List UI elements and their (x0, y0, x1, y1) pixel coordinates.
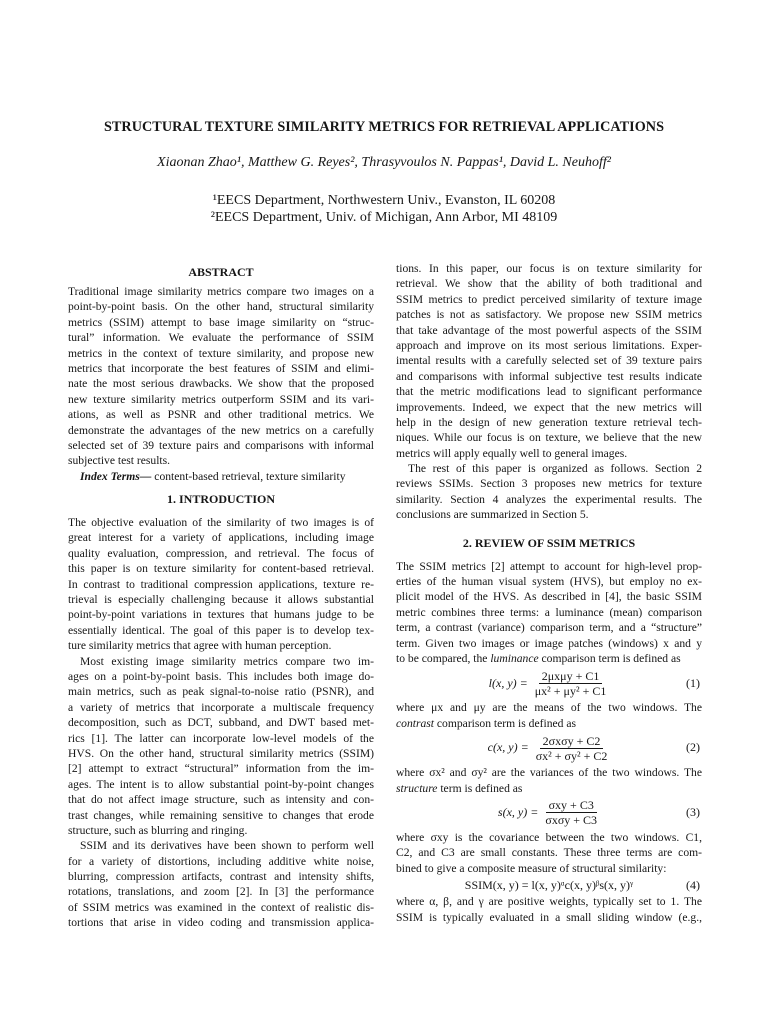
body-line (396, 716, 702, 731)
contrast-term: contrast (396, 716, 435, 730)
intro-line: The objective evaluation of the similarity of two images is of (68, 516, 374, 530)
affiliation-1: ¹EECS Department, Northwestern Univ., Evanston, IL 60208 (212, 193, 556, 208)
body-line: tions. In this paper, our focus is on texture similarity for (396, 262, 702, 275)
intro-heading: 1. INTRODUCTION (166, 492, 275, 507)
equation-number: (2) (686, 740, 700, 755)
intro-paragraph-2 (68, 654, 374, 839)
equation-fraction (542, 798, 600, 827)
body-line: bined to give a composite measure of structural similarity: (396, 861, 667, 875)
body-line: niques. While our focus is on texture, we believe that the new (396, 431, 702, 445)
text-run: to be compared, the (396, 651, 491, 665)
equation-lhs: c(x, y) = (487, 740, 529, 755)
intro-line: ages. The intent is to allow substantial point-by-point changes (68, 777, 374, 791)
intro-line: In contrast to traditional compression applications, texture re- (68, 577, 374, 591)
intro-line: trast changes, while remaining sensitive to changes that erode (68, 808, 374, 822)
intro-line: essentially identical. The goal of this paper is to develop tex- (68, 623, 374, 637)
equation-4 (396, 876, 702, 894)
body-line: term. Given two images or image patches (windows) x and y (396, 636, 702, 650)
abstract-line: nate the most serious drawbacks. We show that the proposed (68, 377, 374, 391)
body-line: plicit model of the HVS. As described in [4], the basic SSIM (396, 590, 702, 604)
equation-lhs: s(x, y) = (497, 805, 539, 820)
intro-line: SSIM and its derivatives have been shown to perform well (80, 839, 374, 853)
intro-paragraph-3 (68, 838, 374, 930)
abstract-line: subjective test results. (68, 454, 171, 468)
index-terms-label: Index Terms— (80, 469, 152, 483)
body-line: The rest of this paper is organized as follows. Section 2 (408, 462, 702, 476)
equation-number: (3) (686, 805, 700, 820)
affiliations (0, 192, 768, 226)
intro-continuation (396, 261, 702, 461)
outline-paragraph (396, 461, 702, 523)
abstract-line: Traditional image similarity metrics compare two images on a (68, 285, 374, 298)
equation-fraction (533, 734, 611, 763)
equation-lhs: l(x, y) = (488, 675, 528, 690)
body-line: patches is not as satisfactory. We propose new SSIM metrics (396, 308, 702, 322)
body-line (396, 781, 702, 796)
paper-title: STRUCTURAL TEXTURE SIMILARITY METRICS FOR RETRIEVAL APPLICATIONS (103, 119, 665, 135)
equation-denominator: σxσy + C3 (545, 813, 598, 828)
intro-line: Most existing image similarity metrics compare two im- (80, 654, 374, 668)
abstract-line: new texture similarity metrics outperform SSIM and its vari- (68, 392, 374, 406)
equation-numerator: σxy + C3 (546, 798, 597, 813)
body-line: where α, β, and γ are positive weights, typically set to 1. The (396, 895, 702, 909)
intro-line: that do not affect image structure, such as intensity and con- (68, 793, 374, 807)
body-line: The SSIM metrics [2] attempt to account for high-level prop- (396, 559, 702, 573)
abstract-line: selected set of 39 texture pairs and comparisons with informal (68, 438, 374, 452)
intro-paragraph-1 (68, 515, 374, 654)
intro-line: quality evaluation, compression, and retrieval. The focus of (68, 546, 374, 560)
intro-line: ages on a point-by-point basis. This includes both image do- (68, 669, 374, 683)
intro-line: decomposition, such as DCT, subband, and DWT based met- (68, 716, 374, 730)
intro-line: of SSIM metrics was examined in the context of realistic dis- (68, 900, 374, 914)
author-list: Xiaonan Zhao¹, Matthew G. Reyes², Thrasyvoulos N. Pappas¹, David L. Neuhoff² (157, 155, 611, 170)
text-run: comparison term is defined as (538, 651, 681, 665)
abstract-line: metrics in the context of texture similarity, and propose new (68, 346, 374, 360)
abstract-line: tural” information. We evaluate the performance of SSIM (68, 331, 374, 345)
body-line: imental results with a carefully selected set of 39 texture pairs (396, 354, 702, 368)
equation-fraction (532, 669, 610, 698)
equation-numerator: 2μxμy + C1 (539, 669, 603, 684)
equation-ssim: SSIM(x, y) = l(x, y)ᵅc(x, y)ᵝs(x, y)ᵞ (464, 878, 634, 893)
body-line: erties of the human visual system (HVS), but employ no ex- (396, 575, 702, 589)
body-line: retrieval. We show that the ability of both traditional and (396, 277, 702, 291)
equation-denominator: μx² + μy² + C1 (534, 683, 607, 698)
equation-number: (4) (686, 878, 700, 893)
intro-line: great interest for a variety of applications, including image (68, 531, 374, 545)
intro-line: for a variety of distortions, including additive white noise, (68, 854, 374, 868)
intro-line: [2] attempt to extract “structural” information from the im- (68, 762, 374, 776)
abstract-line: point-by-point basis. On the other hand, structural similarity (68, 300, 374, 314)
body-line: that the metric modifications lead to significant performance (396, 385, 702, 399)
body-line (396, 651, 702, 666)
abstract-line: demonstrate the advantages of the new metrics on a carefully (68, 423, 374, 437)
body-line: SSIM is typically evaluated in a small sliding window (e.g., (396, 910, 702, 924)
body-line: where μx and μy are the means of the two windows. The (396, 701, 702, 715)
body-line: similarity. Section 4 analyzes the experimental results. The (396, 492, 702, 506)
index-terms-text: content-based retrieval, texture similarity (151, 469, 346, 483)
intro-line: trieval is especially challenging because it allows substantial (68, 593, 374, 607)
intro-line: main metrics, such as peak signal-to-noise ratio (PSNR), and (68, 685, 374, 699)
index-terms (68, 469, 374, 484)
right-column (396, 261, 702, 925)
section2-heading: 2. REVIEW OF SSIM METRICS (462, 535, 636, 550)
abstract-body (68, 284, 374, 484)
body-line: SSIM metrics to predict perceived similarity of texture image (396, 292, 702, 306)
body-line: metric combines three terms: a luminance (mean) comparison (396, 605, 702, 619)
body-line: metrics will apply equally well to general images. (396, 446, 628, 460)
left-column (68, 261, 374, 931)
intro-line: a variety of metrics that incorporate a multiscale frequency (68, 700, 374, 714)
body-line: and comparisons with informal subjective test results indicate (396, 369, 702, 383)
intro-line: structure, such as blurring and ringing. (68, 823, 248, 837)
equation-3 (396, 796, 702, 830)
body-line: improvements. Indeed, we expect that the new metrics will (396, 400, 702, 414)
equation-number: (1) (686, 675, 700, 690)
affiliation-2: ²EECS Department, Univ. of Michigan, Ann Arbor, MI 48109 (210, 210, 558, 225)
abstract-line: ations, as well as PSNR and other traditional metrics. We (68, 408, 374, 422)
body-line: that take advantage of the most powerful aspects of the SSIM (396, 323, 702, 337)
equation-2 (396, 731, 702, 765)
body-line: reviews SSIMs. Section 3 proposes new metrics for texture (396, 477, 702, 491)
abstract-line: metrics that incorporate the best features of SSIM and elimi- (68, 361, 374, 375)
luminance-term: luminance (490, 651, 539, 665)
intro-line: rics [1]. The latter can incorporate low-level models of the (68, 731, 374, 745)
intro-line: blurring, compression artifacts, contrast and intensity shifts, (68, 870, 374, 884)
body-line: conclusions are summarized in Section 5. (396, 508, 589, 522)
ssim-paragraph (396, 559, 702, 667)
intro-line: tortions that arise in video coding and transmission applica- (68, 916, 374, 930)
abstract-line: metrics (SSIM) attempt to base image similarity on “struc- (68, 315, 374, 329)
body-line: where σx² and σy² are the variances of the two windows. The (396, 766, 702, 780)
structure-term: structure (396, 781, 438, 795)
text-run: term is defined as (437, 781, 523, 795)
intro-line: rotations, translations, and zoom [2]. In [3] the performance (68, 885, 374, 899)
body-line: where σxy is the covariance between the two windows. C1, (396, 830, 702, 844)
body-line: approach and improve on its most serious limitations. Exper- (396, 338, 702, 352)
intro-line: point-by-point variations in textures that humans judge to be (68, 608, 374, 622)
body-line: C2, and C3 are small constants. These three terms are com- (396, 846, 702, 860)
equation-numerator: 2σxσy + C2 (540, 734, 604, 749)
intro-line: ture similarity metrics that agree with human perception. (68, 639, 332, 653)
body-line: term, a contrast (variance) comparison term, and a “structure” (396, 621, 702, 635)
body-line: help in the design of new generation texture retrieval tech- (396, 415, 702, 429)
intro-line: this paper is on texture similarity for content-based retrieval. (68, 562, 374, 576)
text-run: comparison term is defined as (434, 716, 576, 730)
equation-1 (396, 666, 702, 700)
abstract-heading: ABSTRACT (188, 265, 254, 279)
equation-denominator: σx² + σy² + C2 (535, 748, 608, 763)
intro-line: HVS. On the other hand, structural similarity metrics (SSIM) (68, 746, 374, 760)
